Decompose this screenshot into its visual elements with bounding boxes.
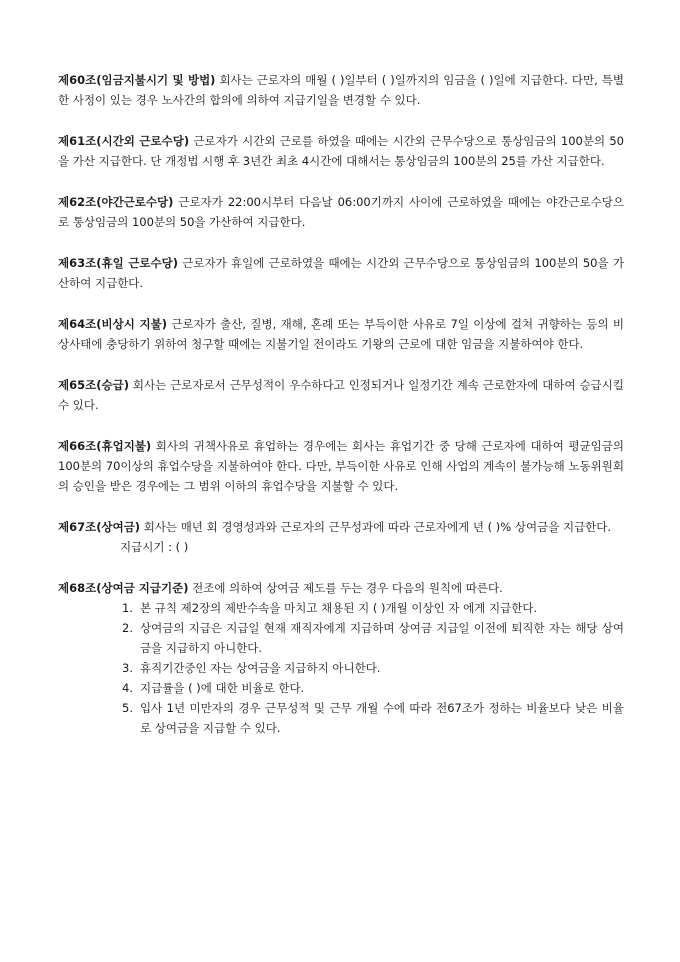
list-number: 1. xyxy=(122,601,133,615)
article-heading: 제68조(상여금 지급기준) xyxy=(58,581,189,595)
list-item xyxy=(58,618,624,658)
payment-timing-line: 지급시기 : ( ) xyxy=(120,540,189,554)
article-body: 전조에 의하여 상여금 제도를 두는 경우 다음의 원칙에 따른다. xyxy=(188,581,503,595)
article-67 xyxy=(58,517,624,557)
list-number: 5. xyxy=(122,701,133,715)
article-64 xyxy=(58,314,624,354)
article-body: 회사는 근로자의 매월 ( )일부터 ( )일까지의 임금을 ( )일에 지급한다. 다만, 특별한 사정이 있는 경우 노사간의 합의에 의하여 지급기일을 변경할 수 있다. xyxy=(58,73,624,107)
list-number: 4. xyxy=(122,681,133,695)
article-heading: 제67조(상여금) xyxy=(58,520,141,534)
list-text: 휴직기간중인 자는 상여금을 지급하지 아니한다. xyxy=(140,661,381,675)
article-68 xyxy=(58,578,624,738)
list-item xyxy=(58,698,624,738)
article-heading: 제60조(임금지불시기 및 방법) xyxy=(58,73,216,87)
list-text: 입사 1년 미만자의 경우 근무성적 및 근무 개월 수에 따라 전67조가 정하는 비율보다 낮은 비율로 상여금을 지급할 수 있다. xyxy=(140,701,624,735)
article-60 xyxy=(58,70,624,110)
list-text: 본 규칙 제2장의 제반수속을 마치고 채용된 지 ( )개월 이상인 자 에게 지급한다. xyxy=(140,601,538,615)
article-body: 근로자가 휴일에 근로하였을 때에는 시간외 근무수당으로 통상임금의 100분의 50을 가산하여 지급한다. xyxy=(58,256,624,290)
article-body: 회사는 근로자로서 근무성적이 우수하다고 인정되거나 일정기간 계속 근로한자에 대하여 승급시킬 수 있다. xyxy=(58,378,624,412)
article-heading: 제64조(비상시 지불) xyxy=(58,317,167,331)
list-item xyxy=(58,678,624,698)
article-heading: 제61조(시간외 근로수당) xyxy=(58,134,190,148)
list-text: 상여금의 지급은 지급일 현재 재직자에게 지급하며 상여금 지급일 이전에 퇴직한 자는 해당 상여금을 지급하지 아니한다. xyxy=(140,621,624,655)
document-page xyxy=(58,70,624,738)
article-65 xyxy=(58,375,624,415)
article-61 xyxy=(58,131,624,171)
article-62 xyxy=(58,192,624,232)
article-67-text xyxy=(58,517,624,537)
list-number: 3. xyxy=(122,661,133,675)
article-body: 회사의 귀책사유로 휴업하는 경우에는 회사는 휴업기간 중 당해 근로자에 대하여 평균임금의 100분의 70이상의 휴업수당을 지불하여야 한다. 다만, 부득이한 사유로 인해 사업의 계속이 불가능해 노동위원회의 승인을 받은 경우에는 그 범위 이하의 휴업수당을 지불할 수 있다. xyxy=(58,439,624,493)
article-body: 근로자가 시간외 근로를 하였을 때에는 시간외 근무수당으로 통상임금의 100분의 50을 가산 지급한다. 단 개정법 시행 후 3년간 최초 4시간에 대해서는 통상임금의 100분의 25를 가산 지급한다. xyxy=(58,134,624,168)
article-heading: 제66조(휴업지불) xyxy=(58,439,152,453)
article-body: 근로자가 22:00시부터 다음날 06:00기까지 사이에 근로하였을 때에는 야간근로수당으로 통상임금의 100분의 50을 가산하여 지급한다. xyxy=(58,195,624,229)
bonus-criteria-list xyxy=(58,598,624,738)
article-body: 회사는 매년 회 경영성과와 근로자의 근무성과에 따라 근로자에게 년 ( )% 상여금을 지급한다. xyxy=(140,520,612,534)
list-item xyxy=(58,658,624,678)
article-63 xyxy=(58,253,624,293)
article-heading: 제62조(야간근로수당) xyxy=(58,195,174,209)
list-text: 지급률을 ( )에 대한 비율로 한다. xyxy=(140,681,305,695)
article-heading: 제65조(승급) xyxy=(58,378,129,392)
list-item xyxy=(58,598,624,618)
article-body: 근로자가 출산, 질병, 재해, 혼례 또는 부득이한 사유로 7일 이상에 걸쳐 귀향하는 등의 비상사태에 충당하기 위하여 청구할 때에는 지불기일 전이라도 기왕의 근로에 대한 임금을 지불하여야 한다. xyxy=(58,317,624,351)
article-heading: 제63조(휴일 근로수당) xyxy=(58,256,179,270)
list-number: 2. xyxy=(122,621,133,635)
article-66 xyxy=(58,436,624,496)
